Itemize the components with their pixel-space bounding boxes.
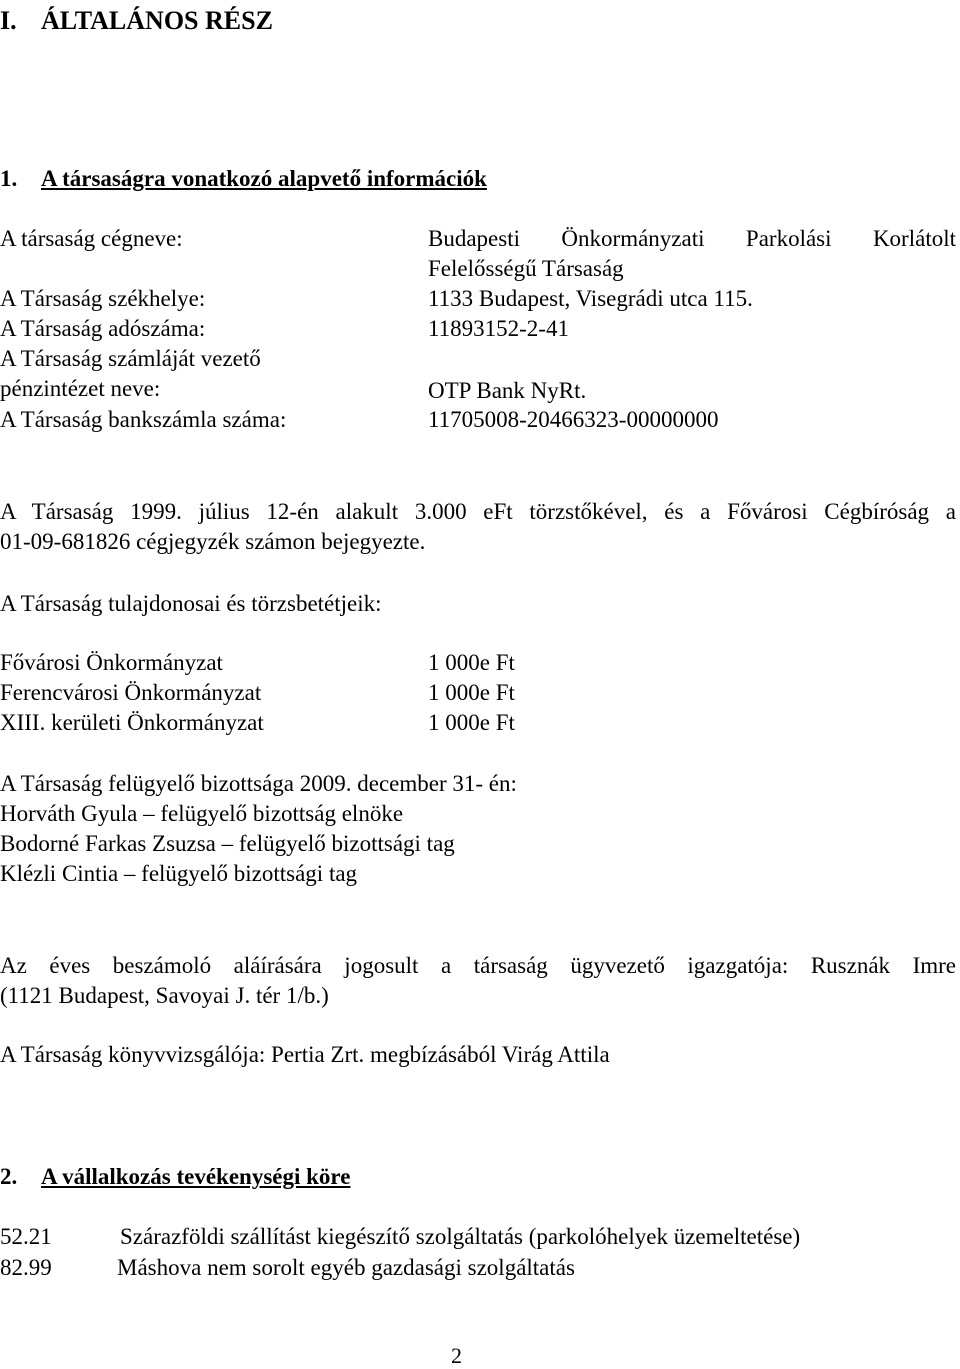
heading-2-number: 2. bbox=[0, 1164, 18, 1189]
activity-description: Szárazföldi szállítást kiegészítő szolgáltatás (parkolóhelyek üzemeltetése) bbox=[120, 1224, 801, 1249]
bank-label-cont: pénzintézet neve: bbox=[0, 376, 161, 401]
activity-code: 52.21 bbox=[0, 1224, 52, 1249]
board-title: A Társaság felügyelő bizottsága 2009. december 31- én: bbox=[0, 771, 517, 796]
owner-name: Fővárosi Önkormányzat bbox=[0, 650, 223, 675]
tax-value: 11893152-2-41 bbox=[428, 316, 569, 341]
heading-1-title: A társaságra vonatkozó alapvető információk bbox=[41, 166, 487, 191]
seat-value: 1133 Budapest, Visegrádi utca 115. bbox=[428, 286, 753, 311]
account-label: A Társaság bankszámla száma: bbox=[0, 407, 287, 432]
company-name-label: A társaság cégneve: bbox=[0, 226, 183, 251]
company-name-value-cont: Felelősségű Társaság bbox=[428, 256, 624, 281]
board-member: Bodorné Farkas Zsuzsa – felügyelő bizottsági tag bbox=[0, 831, 455, 856]
owner-amount: 1 000e Ft bbox=[428, 650, 515, 675]
board-member: Klézli Cintia – felügyelő bizottsági tag bbox=[0, 861, 358, 886]
section-title: ÁLTALÁNOS RÉSZ bbox=[41, 6, 273, 35]
activity-description: Máshova nem sorolt egyéb gazdasági szolgáltatás bbox=[117, 1255, 575, 1280]
signer-address: (1121 Budapest, Savoyai J. tér 1/b.) bbox=[0, 983, 329, 1008]
company-name-value: Budapesti Önkormányzati Parkolási Korlátolt bbox=[428, 226, 956, 251]
section-number: I. bbox=[0, 6, 17, 35]
heading-2-title: A vállalkozás tevékenységi köre bbox=[41, 1164, 351, 1189]
account-value: 11705008-20466323-00000000 bbox=[428, 407, 719, 432]
owner-name: Ferencvárosi Önkormányzat bbox=[0, 680, 262, 705]
board-member: Horváth Gyula – felügyelő bizottság elnöke bbox=[0, 801, 404, 826]
tax-label: A Társaság adószáma: bbox=[0, 316, 206, 341]
owners-title: A Társaság tulajdonosai és törzsbetétjeik: bbox=[0, 591, 382, 616]
seat-label: A Társaság székhelye: bbox=[0, 286, 206, 311]
bank-value: OTP Bank NyRt. bbox=[428, 378, 587, 403]
owner-name: XIII. kerületi Önkormányzat bbox=[0, 710, 264, 735]
heading-1-number: 1. bbox=[0, 166, 18, 191]
auditor-text: A Társaság könyvvizsgálója: Pertia Zrt. megbízásából Virág Attila bbox=[0, 1042, 610, 1067]
page-number: 2 bbox=[451, 1343, 462, 1368]
bank-label: A Társaság számláját vezető bbox=[0, 346, 261, 371]
activity-code: 82.99 bbox=[0, 1255, 52, 1280]
owner-amount: 1 000e Ft bbox=[428, 710, 515, 735]
owner-amount: 1 000e Ft bbox=[428, 680, 515, 705]
signer-text: Az éves beszámoló aláírására jogosult a társaság ügyvezető igazgatója: Rusznák Imre bbox=[0, 953, 956, 978]
founding-text-cont: 01-09-681826 cégjegyzék számon bejegyezte. bbox=[0, 529, 426, 554]
founding-text: A Társaság 1999. július 12-én alakult 3.000 eFt törzstőkével, és a Fővárosi Cégbíróság a bbox=[0, 499, 956, 524]
